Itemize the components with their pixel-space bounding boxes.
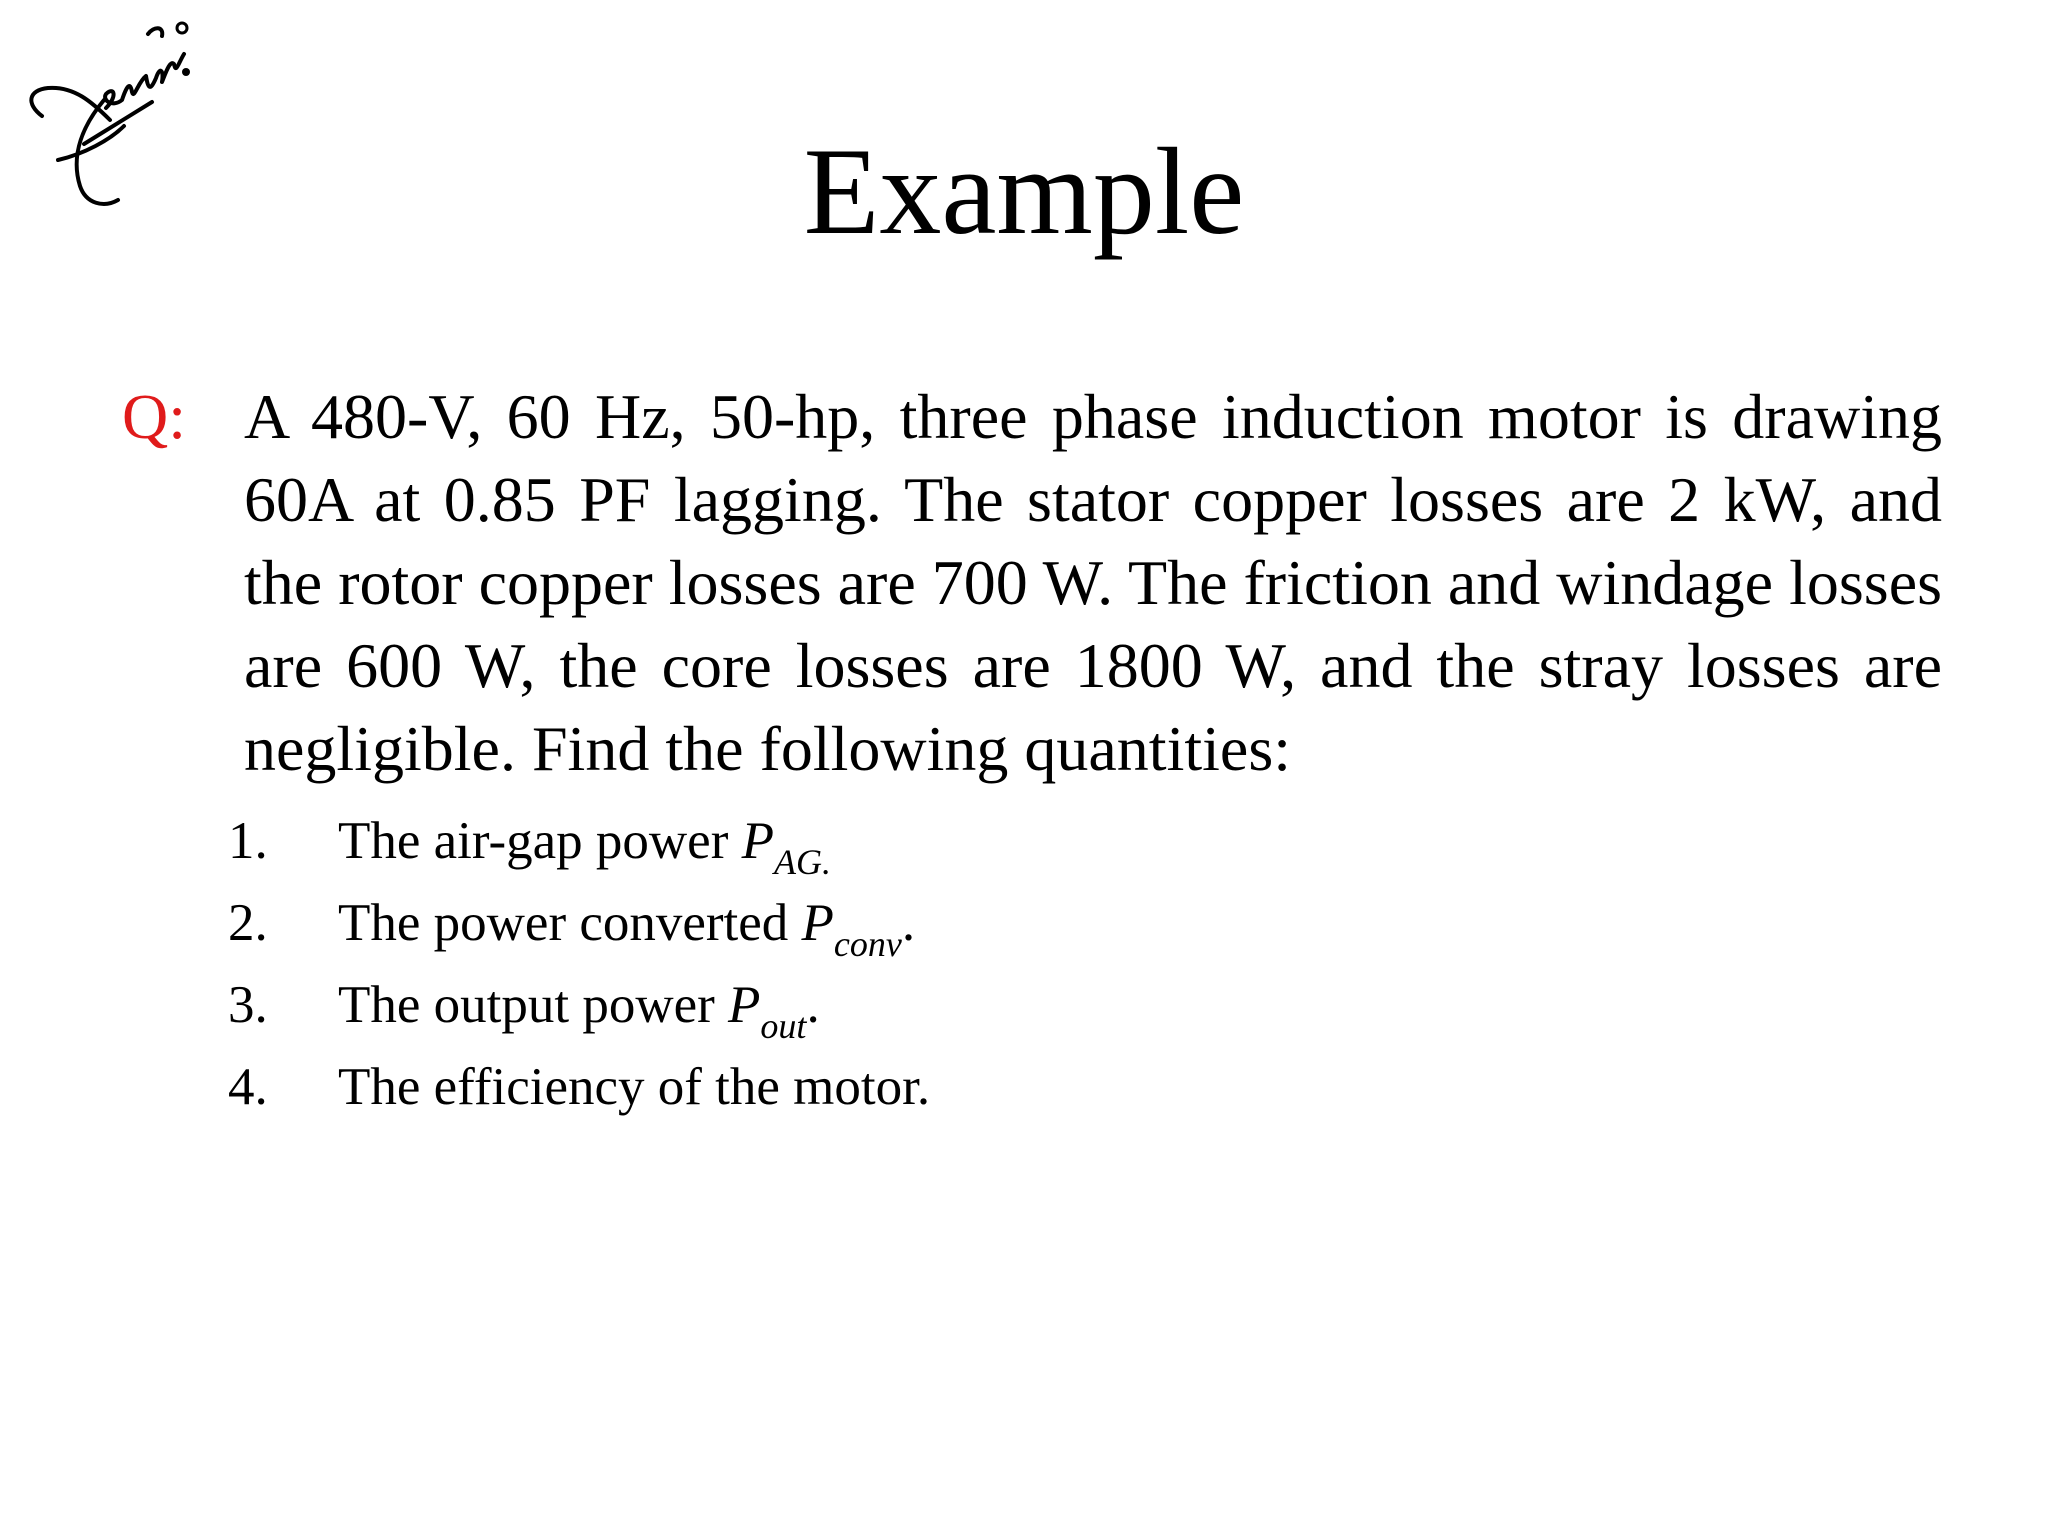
list-item-number: 1. bbox=[228, 812, 268, 870]
list-item-label: The power converted bbox=[338, 894, 802, 952]
list-item-label: The efficiency of the motor. bbox=[338, 1058, 931, 1116]
list-item-label: The output power bbox=[338, 976, 729, 1034]
list-item-text bbox=[338, 882, 915, 969]
list-item-number: 2. bbox=[228, 894, 268, 952]
power-symbol: P bbox=[728, 976, 761, 1034]
power-symbol: P bbox=[741, 812, 774, 870]
power-subscript: out bbox=[760, 1006, 807, 1046]
list-item-number: 4. bbox=[228, 1058, 268, 1116]
question-text: A 480-V, 60 Hz, 50-hp, three phase induction motor is drawing 60A at 0.85 PF lagging. The stator copper losses are 2 kW, and the rotor copper losses are 700 W. The friction and windage losses are 600 W, the core losses are 1800 W, and the stray losses are negligible. Find the following quantities: bbox=[244, 381, 1942, 784]
power-symbol: P bbox=[801, 894, 834, 952]
list-item-label: The air-gap power bbox=[338, 812, 742, 870]
list-item-text bbox=[338, 1046, 930, 1133]
list-item-suffix: . bbox=[806, 976, 820, 1034]
list-item-number: 3. bbox=[228, 976, 268, 1034]
question-label: Q: bbox=[122, 381, 186, 452]
list-item-suffix: . bbox=[901, 894, 916, 952]
power-subscript: AG. bbox=[773, 842, 831, 882]
list-item-text bbox=[338, 964, 820, 1051]
power-subscript: conv bbox=[833, 924, 902, 964]
slide-title: Example bbox=[803, 123, 1245, 260]
list-item-text bbox=[338, 800, 831, 887]
